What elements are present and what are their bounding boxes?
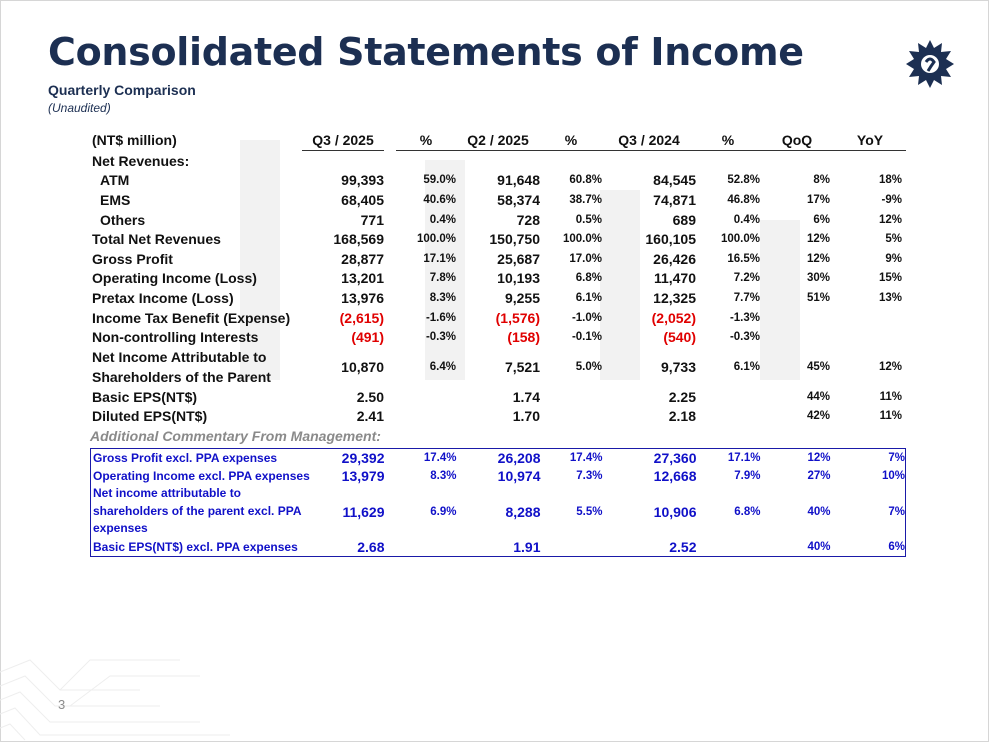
table-row: EMS 68,405 40.6% 58,374 38.7% 74,871 46.8% 17% -9% [100, 191, 902, 208]
table-row: Diluted EPS(NT$) 2.41 1.70 2.18 42% 11% [92, 408, 902, 425]
col-header-qoq: QoQ [760, 130, 834, 151]
company-logo-icon [904, 38, 956, 90]
table-row: Total Net Revenues 168,569 100.0% 150,750 100.0% 160,105 100.0% 12% 5% [92, 231, 902, 248]
commentary-label: Additional Commentary From Management: [90, 428, 381, 445]
col-header-q3-2025: Q3 / 2025 [302, 130, 384, 151]
table-header-row [90, 130, 906, 151]
table-row: Gross Profit 28,877 17.1% 25,687 17.0% 26,426 16.5% 12% 9% [92, 250, 902, 267]
table-row: Non-controlling Interests (491) -0.3% (158) -0.1% (540) -0.3% [92, 329, 760, 346]
section-heading-row [90, 151, 906, 171]
ppa-row: Basic EPS(NT$) excl. PPA expenses 2.68 1.91 2.52 40% 6% [93, 539, 905, 555]
table-row: Net Income Attributable to Shareholders of the Parent 10,870 6.4% 7,521 5.0% 9,733 6.1% 45% 12% [92, 348, 902, 385]
income-statement-table [90, 130, 906, 446]
col-header-yoy: YoY [834, 130, 906, 151]
table-row: Others 771 0.4% 728 0.5% 689 0.4% 6% 12% [100, 211, 902, 228]
table-row: Operating Income (Loss) 13,201 7.8% 10,193 6.8% 11,470 7.2% 30% 15% [92, 270, 902, 287]
ppa-row: Gross Profit excl. PPA expenses 29,392 17.4% 26,208 17.4% 27,360 17.1% 12% 7% [93, 450, 905, 466]
table-row: Pretax Income (Loss) 13,976 8.3% 9,255 6.1% 12,325 7.7% 51% 13% [92, 289, 902, 306]
table-row: Income Tax Benefit (Expense) (2,615) -1.6% (1,576) -1.0% (2,052) -1.3% [92, 309, 760, 326]
ppa-row: Operating Income excl. PPA expenses 13,979 8.3% 10,974 7.3% 12,668 7.9% 27% 10% [93, 468, 905, 484]
table-row: ATM 99,393 59.0% 91,648 60.8% 84,545 52.8% 8% 18% [100, 172, 902, 189]
col-header-pct: % [396, 130, 456, 151]
ppa-net-income-label: Net income attributable to shareholders of the parent excl. PPA expenses [93, 486, 302, 536]
table-row: Basic EPS(NT$) 2.50 1.74 2.25 44% 11% [92, 388, 902, 405]
net-revenues-heading: Net Revenues: [92, 152, 190, 169]
col-header-pct: % [696, 130, 760, 151]
page-subtitle: Quarterly Comparison [48, 82, 196, 98]
page-title: Consolidated Statements of Income [48, 30, 804, 74]
ppa-row: Net income attributable to shareholders of the parent excl. PPA expenses 11,629 6.9% 8,288 5.5% 10,906 6.8% 40% 7% [91, 485, 906, 538]
page-number: 3 [58, 697, 66, 712]
net-income-label: Net Income Attributable to Shareholders of the Parent [92, 348, 271, 385]
col-header-q3-2024: Q3 / 2024 [602, 130, 696, 151]
col-header-q2-2025: Q2 / 2025 [456, 130, 540, 151]
commentary-row [90, 426, 906, 446]
unaudited-note: (Unaudited) [48, 101, 111, 115]
col-header-unit: (NT$ million) [92, 132, 177, 149]
ppa-adjusted-table [90, 448, 906, 557]
col-header-pct: % [540, 130, 602, 151]
